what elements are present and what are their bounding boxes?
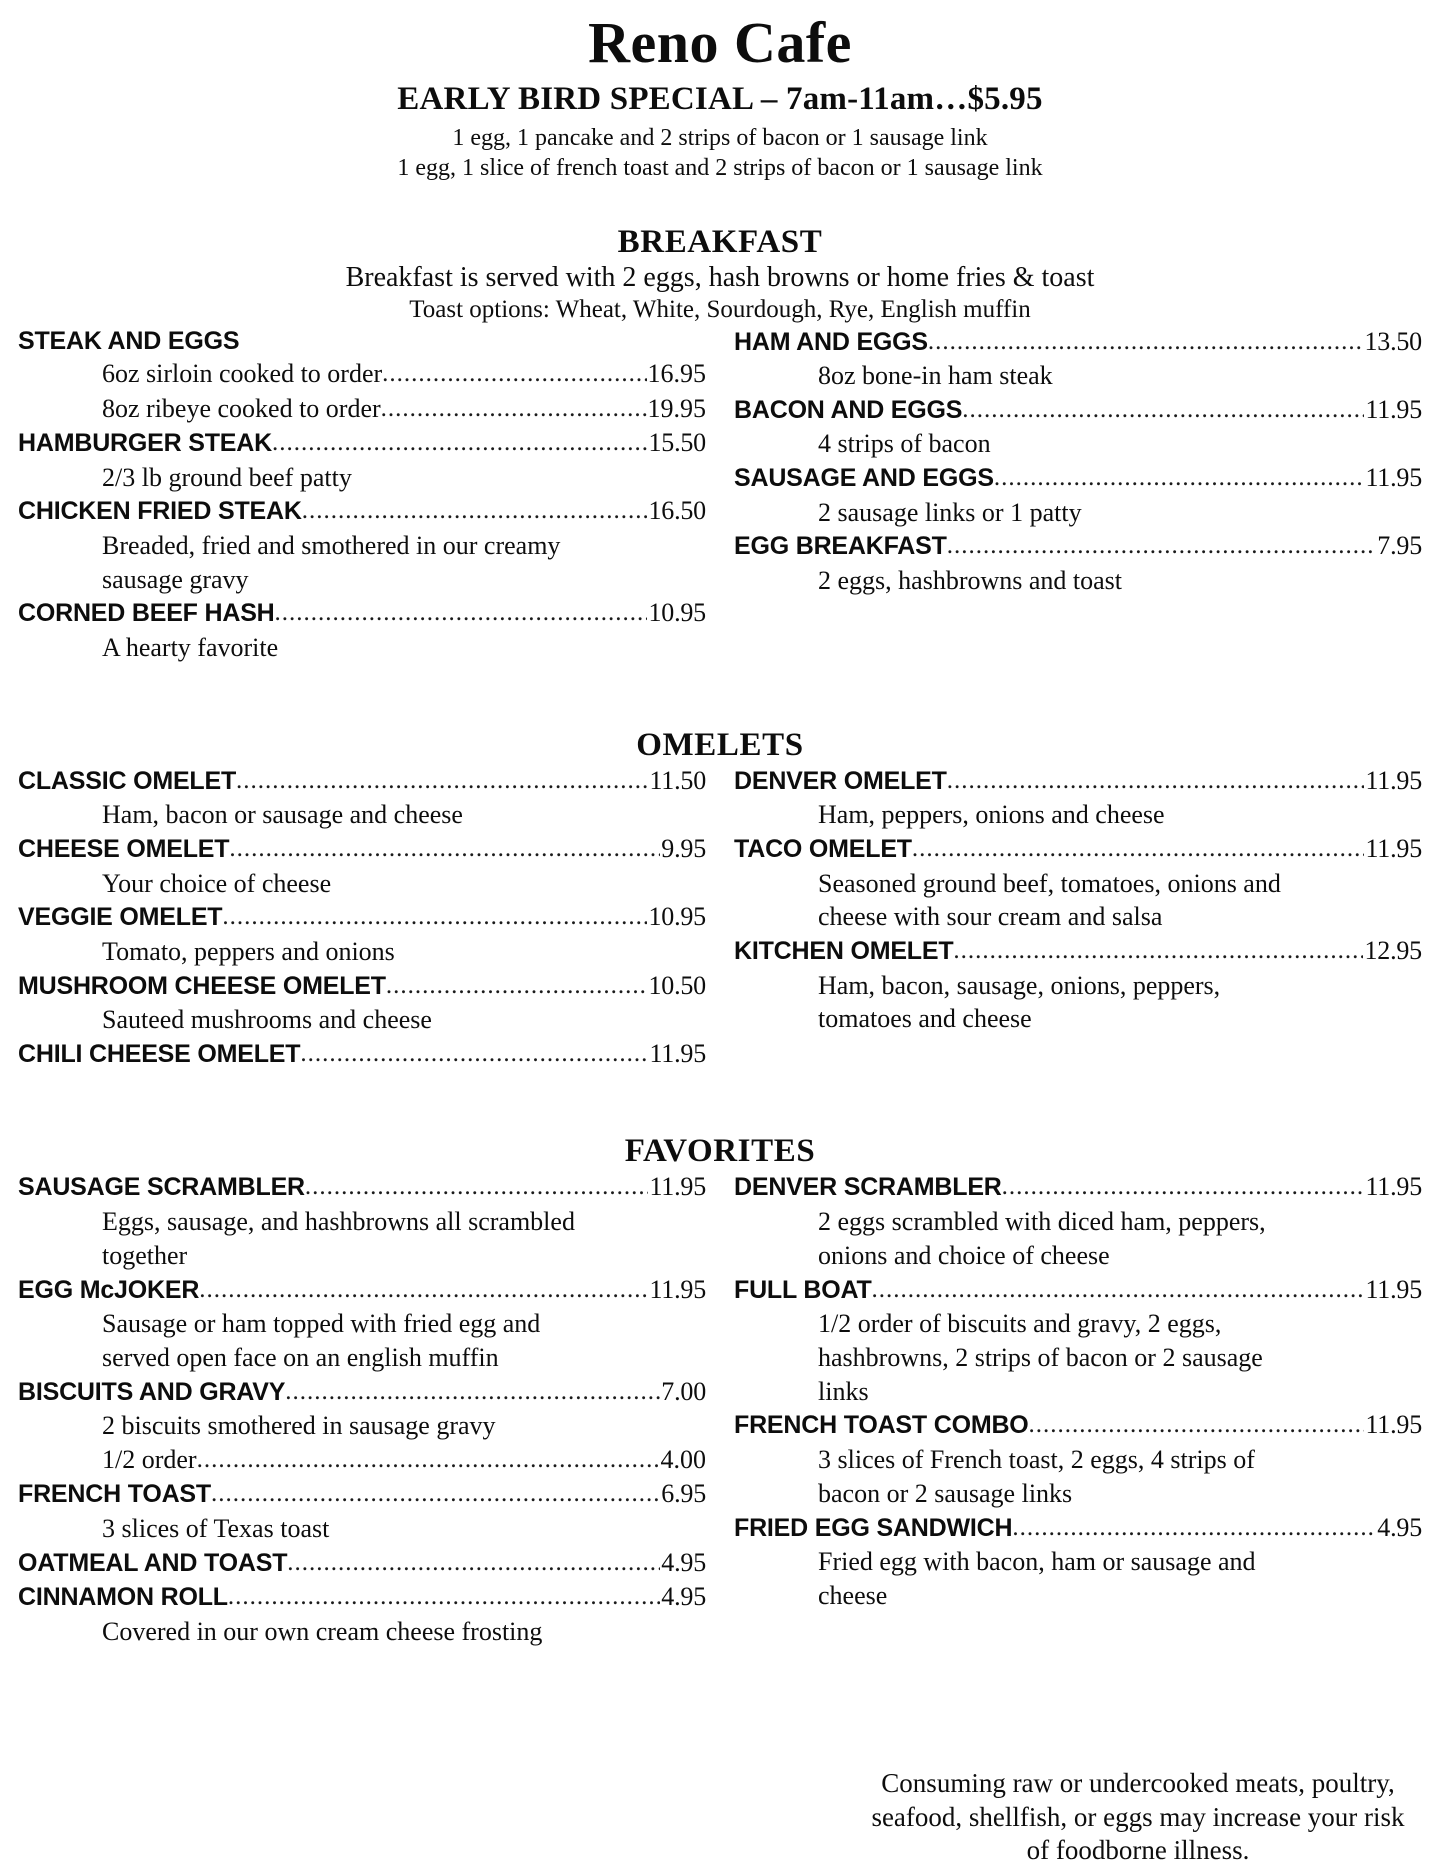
menu-item — [18, 764, 706, 832]
menu-item — [734, 393, 1422, 461]
item-price: 16.50 — [648, 496, 706, 526]
menu-item — [734, 1273, 1422, 1409]
dot-leader — [994, 462, 1365, 495]
item-description: Fried egg with bacon, ham or sausage and — [818, 1547, 1256, 1577]
early-bird-special-line-2: 1 egg, 1 slice of french toast and 2 strips of bacon or 1 sausage link — [397, 155, 1043, 182]
item-name: MUSHROOM CHEESE OMELET — [18, 971, 386, 1000]
item-name: FULL BOAT — [734, 1275, 872, 1304]
item-description: 4 strips of bacon — [818, 429, 991, 459]
menu-item — [18, 1477, 706, 1545]
item-name: TACO OMELET — [734, 835, 912, 864]
item-description: Seasoned ground beef, tomatoes, onions and — [818, 868, 1281, 898]
item-description: hashbrowns, 2 strips of bacon or 2 sausage — [818, 1342, 1263, 1372]
dot-leader — [211, 1478, 660, 1511]
dot-leader — [953, 935, 1363, 968]
section-omelets — [18, 727, 1422, 1072]
item-name: FRIED EGG SANDWICH — [734, 1513, 1013, 1542]
dot-leader — [285, 1376, 660, 1409]
dot-leader — [272, 427, 648, 460]
item-name: BISCUITS AND GRAVY — [18, 1377, 286, 1406]
early-bird-special-line-1: 1 egg, 1 pancake and 2 strips of bacon or 1 sausage link — [452, 124, 988, 151]
item-description: 3 slices of Texas toast — [102, 1513, 330, 1543]
item-description: links — [818, 1376, 869, 1406]
item-description: bacon or 2 sausage links — [818, 1478, 1073, 1508]
dot-leader — [386, 970, 648, 1003]
item-price: 4.00 — [660, 1444, 706, 1474]
menu-item — [734, 325, 1422, 393]
item-name: DENVER OMELET — [734, 766, 947, 795]
item-price: 11.95 — [1365, 1410, 1422, 1440]
menu-item — [18, 1170, 706, 1272]
dot-leader — [947, 530, 1377, 563]
dot-leader — [1012, 1512, 1376, 1545]
dot-leader — [1002, 1171, 1365, 1204]
item-price: 11.95 — [649, 1038, 706, 1068]
breakfast-note-2: Toast options: Wheat, White, Sourdough, Rye, English muffin — [409, 295, 1031, 323]
menu-item — [18, 900, 706, 968]
item-description: Ham, peppers, onions and cheese — [818, 800, 1165, 830]
dot-leader — [1029, 1409, 1365, 1442]
item-price: 7.95 — [1377, 531, 1422, 561]
dot-leader — [275, 597, 648, 630]
dot-leader — [199, 1274, 648, 1307]
item-name: FRENCH TOAST COMBO — [734, 1411, 1029, 1440]
dot-leader — [228, 1581, 660, 1614]
item-name: CHICKEN FRIED STEAK — [18, 497, 302, 526]
breakfast-right-column — [734, 325, 1422, 598]
item-name: BACON AND EGGS — [734, 395, 963, 424]
item-price: 11.95 — [1365, 394, 1422, 424]
item-price: 11.95 — [1365, 1274, 1422, 1304]
item-name: DENVER SCRAMBLER — [734, 1173, 1002, 1202]
menu-item — [18, 1546, 706, 1581]
item-name: FRENCH TOAST — [18, 1480, 211, 1509]
menu-header — [18, 12, 1422, 184]
breakfast-note-1: Breakfast is served with 2 eggs, hash browns or home fries & toast — [345, 262, 1095, 293]
item-sub-text: 1/2 order — [102, 1444, 197, 1474]
item-description: Tomato, peppers and onions — [102, 936, 395, 966]
dot-leader — [872, 1274, 1365, 1307]
item-name: CHEESE OMELET — [18, 835, 230, 864]
section-breakfast — [18, 224, 1422, 665]
dot-leader — [962, 394, 1364, 427]
menu-item — [734, 764, 1422, 832]
dot-leader — [928, 326, 1364, 359]
item-description: Breaded, fried and smothered in our creamy — [102, 530, 561, 560]
item-description: A hearty favorite — [102, 632, 279, 662]
menu-item — [734, 1511, 1422, 1613]
dot-leader — [287, 1547, 660, 1580]
breakfast-left-column — [18, 325, 706, 665]
menu-item — [18, 832, 706, 900]
item-price: 4.95 — [661, 1547, 706, 1577]
item-name: HAMBURGER STEAK — [18, 429, 272, 458]
item-name: SAUSAGE SCRAMBLER — [18, 1173, 305, 1202]
item-price: 10.95 — [648, 598, 706, 628]
item-sub-line — [18, 1443, 706, 1478]
restaurant-title: Reno Cafe — [588, 10, 852, 75]
dot-leader — [305, 1171, 649, 1204]
menu-item — [18, 969, 706, 1037]
menu-item — [18, 1580, 706, 1648]
item-name: CLASSIC OMELET — [18, 766, 237, 795]
section-title-breakfast: BREAKFAST — [617, 224, 823, 260]
item-description: 2/3 lb ground beef patty — [102, 462, 352, 492]
early-bird-special-title: EARLY BIRD SPECIAL – 7am-11am…$5.95 — [397, 80, 1043, 117]
item-name: EGG McJOKER — [18, 1275, 200, 1304]
menu-item — [18, 1273, 706, 1375]
omelets-columns — [18, 764, 1422, 1072]
item-price: 7.00 — [661, 1376, 706, 1406]
dot-leader — [947, 765, 1365, 798]
dot-leader — [382, 358, 646, 391]
favorites-right-column — [734, 1170, 1422, 1612]
breakfast-columns — [18, 325, 1422, 665]
item-description: Covered in our own cream cheese frosting — [102, 1616, 543, 1646]
item-description: 3 slices of French toast, 2 eggs, 4 strips of — [818, 1444, 1255, 1474]
dot-leader — [236, 765, 648, 798]
favorites-columns — [18, 1170, 1422, 1648]
item-name: CHILI CHEESE OMELET — [18, 1039, 301, 1068]
item-price: 9.95 — [661, 834, 706, 864]
dot-leader — [381, 393, 647, 426]
item-description: Sauteed mushrooms and cheese — [102, 1005, 432, 1035]
menu-item — [18, 1375, 706, 1478]
item-name: CORNED BEEF HASH — [18, 599, 275, 628]
item-sub-text: 6oz sirloin cooked to order — [102, 359, 383, 389]
item-name: EGG BREAKFAST — [734, 532, 947, 561]
food-safety-disclaimer: Consuming raw or undercooked meats, poultry, seafood, shellfish, or eggs may increase your risk of foodborne illness. — [871, 1767, 1405, 1866]
dot-leader — [222, 901, 647, 934]
item-price: 11.50 — [649, 765, 706, 795]
item-description: together — [102, 1240, 188, 1270]
item-name: OATMEAL AND TOAST — [18, 1548, 288, 1577]
item-name: CINNAMON ROLL — [18, 1583, 228, 1612]
item-price: 11.95 — [1365, 1172, 1422, 1202]
dot-leader — [300, 1038, 648, 1071]
item-price: 11.95 — [649, 1274, 706, 1304]
favorites-left-column — [18, 1170, 706, 1648]
item-sub-line — [18, 392, 706, 427]
item-price: 13.50 — [1364, 326, 1422, 356]
menu-item — [734, 1408, 1422, 1510]
omelets-left-column — [18, 764, 706, 1072]
menu-item — [18, 325, 706, 427]
menu-item — [734, 461, 1422, 529]
item-sub-line — [18, 357, 706, 392]
item-description: onions and choice of cheese — [818, 1240, 1110, 1270]
item-description: 8oz bone-in ham steak — [818, 361, 1053, 391]
item-name: HAM AND EGGS — [734, 327, 928, 356]
section-title-omelets: OMELETS — [636, 726, 804, 763]
dot-leader — [302, 495, 648, 528]
item-description: Ham, bacon, sausage, onions, peppers, — [818, 970, 1221, 1000]
item-price: 12.95 — [1364, 936, 1422, 966]
item-price: 4.95 — [661, 1582, 706, 1612]
item-price: 6.95 — [661, 1479, 706, 1509]
menu-item — [18, 596, 706, 664]
item-price: 10.95 — [648, 902, 706, 932]
menu-item — [734, 529, 1422, 597]
item-description: cheese with sour cream and salsa — [818, 902, 1163, 932]
item-price: 11.95 — [649, 1172, 706, 1202]
section-favorites — [18, 1133, 1422, 1648]
item-price: 19.95 — [647, 393, 706, 423]
dot-leader — [197, 1444, 660, 1477]
item-name: VEGGIE OMELET — [18, 903, 223, 932]
menu-item — [18, 426, 706, 494]
item-description: sausage gravy — [102, 564, 249, 594]
section-title-favorites: FAVORITES — [624, 1133, 816, 1170]
menu-item — [18, 494, 706, 596]
item-description: 2 sausage links or 1 patty — [818, 497, 1082, 527]
menu-item — [18, 1037, 706, 1072]
item-description: Sausage or ham topped with fried egg and — [102, 1309, 541, 1339]
item-name: STEAK AND EGGS — [18, 326, 240, 355]
item-description: Your choice of cheese — [102, 868, 332, 898]
menu-item — [734, 934, 1422, 1036]
omelets-right-column — [734, 764, 1422, 1036]
item-price: 15.50 — [648, 428, 706, 458]
item-price: 11.95 — [1365, 765, 1422, 795]
item-price: 11.95 — [1365, 463, 1422, 493]
item-description: 2 eggs, hashbrowns and toast — [818, 565, 1123, 595]
item-description: 2 eggs scrambled with diced ham, peppers, — [818, 1206, 1266, 1236]
item-description: served open face on an english muffin — [102, 1342, 499, 1372]
item-description: tomatoes and cheese — [818, 1004, 1032, 1034]
item-description: cheese — [818, 1580, 888, 1610]
item-name: SAUSAGE AND EGGS — [734, 464, 994, 493]
menu-item — [734, 1170, 1422, 1272]
dot-leader — [229, 833, 660, 866]
menu-item — [734, 832, 1422, 934]
item-description: 1/2 order of biscuits and gravy, 2 eggs, — [818, 1309, 1222, 1339]
item-price: 10.50 — [648, 970, 706, 1000]
item-sub-text: 8oz ribeye cooked to order — [102, 393, 381, 423]
item-description: 2 biscuits smothered in sausage gravy — [102, 1411, 496, 1441]
item-price: 4.95 — [1377, 1512, 1422, 1542]
dot-leader — [912, 833, 1365, 866]
item-description: Ham, bacon or sausage and cheese — [102, 800, 463, 830]
item-description: Eggs, sausage, and hashbrowns all scrambled — [102, 1206, 575, 1236]
item-price: 16.95 — [647, 359, 706, 389]
item-price: 11.95 — [1365, 834, 1422, 864]
item-name: KITCHEN OMELET — [734, 937, 954, 966]
